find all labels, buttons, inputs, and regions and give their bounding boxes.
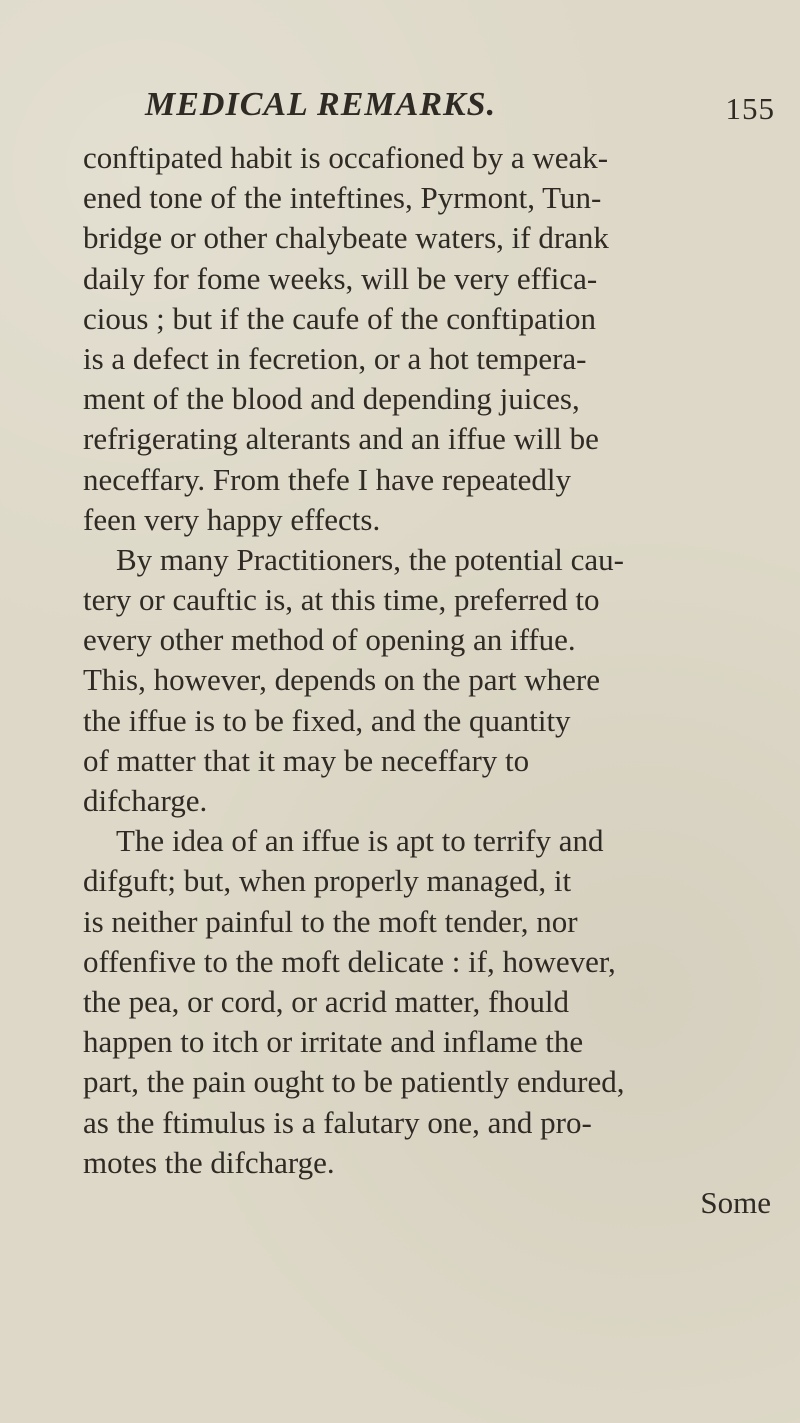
page-header: [145, 86, 775, 130]
text-line: The idea of an iffue is apt to terrify and: [116, 823, 604, 859]
text-line: neceffary. From thefe I have repeatedly: [83, 461, 571, 497]
text-line: difguft; but, when properly managed, it: [83, 863, 572, 899]
text-line: tery or cauftic is, at this time, preferred to: [83, 582, 600, 618]
text-line: motes the difcharge.: [83, 1144, 335, 1180]
body-text: [83, 138, 771, 1223]
text-line: conftipated habit is occafioned by a weak-: [83, 140, 609, 175]
text-line: of matter that it may be neceffary to: [83, 742, 530, 778]
text-line: ened tone of the inteftines, Pyrmont, Tun-: [83, 180, 602, 216]
text-line: difcharge.: [83, 783, 208, 818]
text-line: part, the pain ought to be patiently endured,: [83, 1064, 625, 1100]
text-line: refrigerating alterants and an iffue will be: [83, 421, 599, 457]
text-line: happen to itch or irritate and inflame the: [83, 1024, 584, 1060]
running-head: MEDICAL REMARKS.: [145, 86, 497, 123]
text-line: cious ; but if the caufe of the conftipation: [83, 300, 597, 336]
text-line: is neither painful to the moft tender, nor: [83, 903, 578, 939]
text-line: feen very happy effects.: [83, 501, 381, 537]
text-line: the pea, or cord, or acrid matter, fhould: [83, 983, 569, 1019]
text-line: This, however, depends on the part where: [83, 662, 600, 698]
text-line: is a defect in fecretion, or a hot tempera-: [83, 340, 587, 376]
catchword: Some: [700, 1184, 771, 1220]
text-line: By many Practitioners, the potential cau-: [116, 541, 624, 577]
text-line: bridge or other chalybeate waters, if drank: [83, 220, 609, 256]
text-line: as the ftimulus is a falutary one, and pro-: [83, 1104, 592, 1140]
text-line: the iffue is to be fixed, and the quantity: [83, 702, 571, 738]
text-line: every other method of opening an iffue.: [83, 622, 576, 658]
text-line: offenfive to the moft delicate : if, however,: [83, 943, 616, 979]
text-line: ment of the blood and depending juices,: [83, 381, 580, 417]
page-number: 155: [725, 91, 775, 126]
text-line: daily for fome weeks, will be very effica-: [83, 260, 598, 296]
